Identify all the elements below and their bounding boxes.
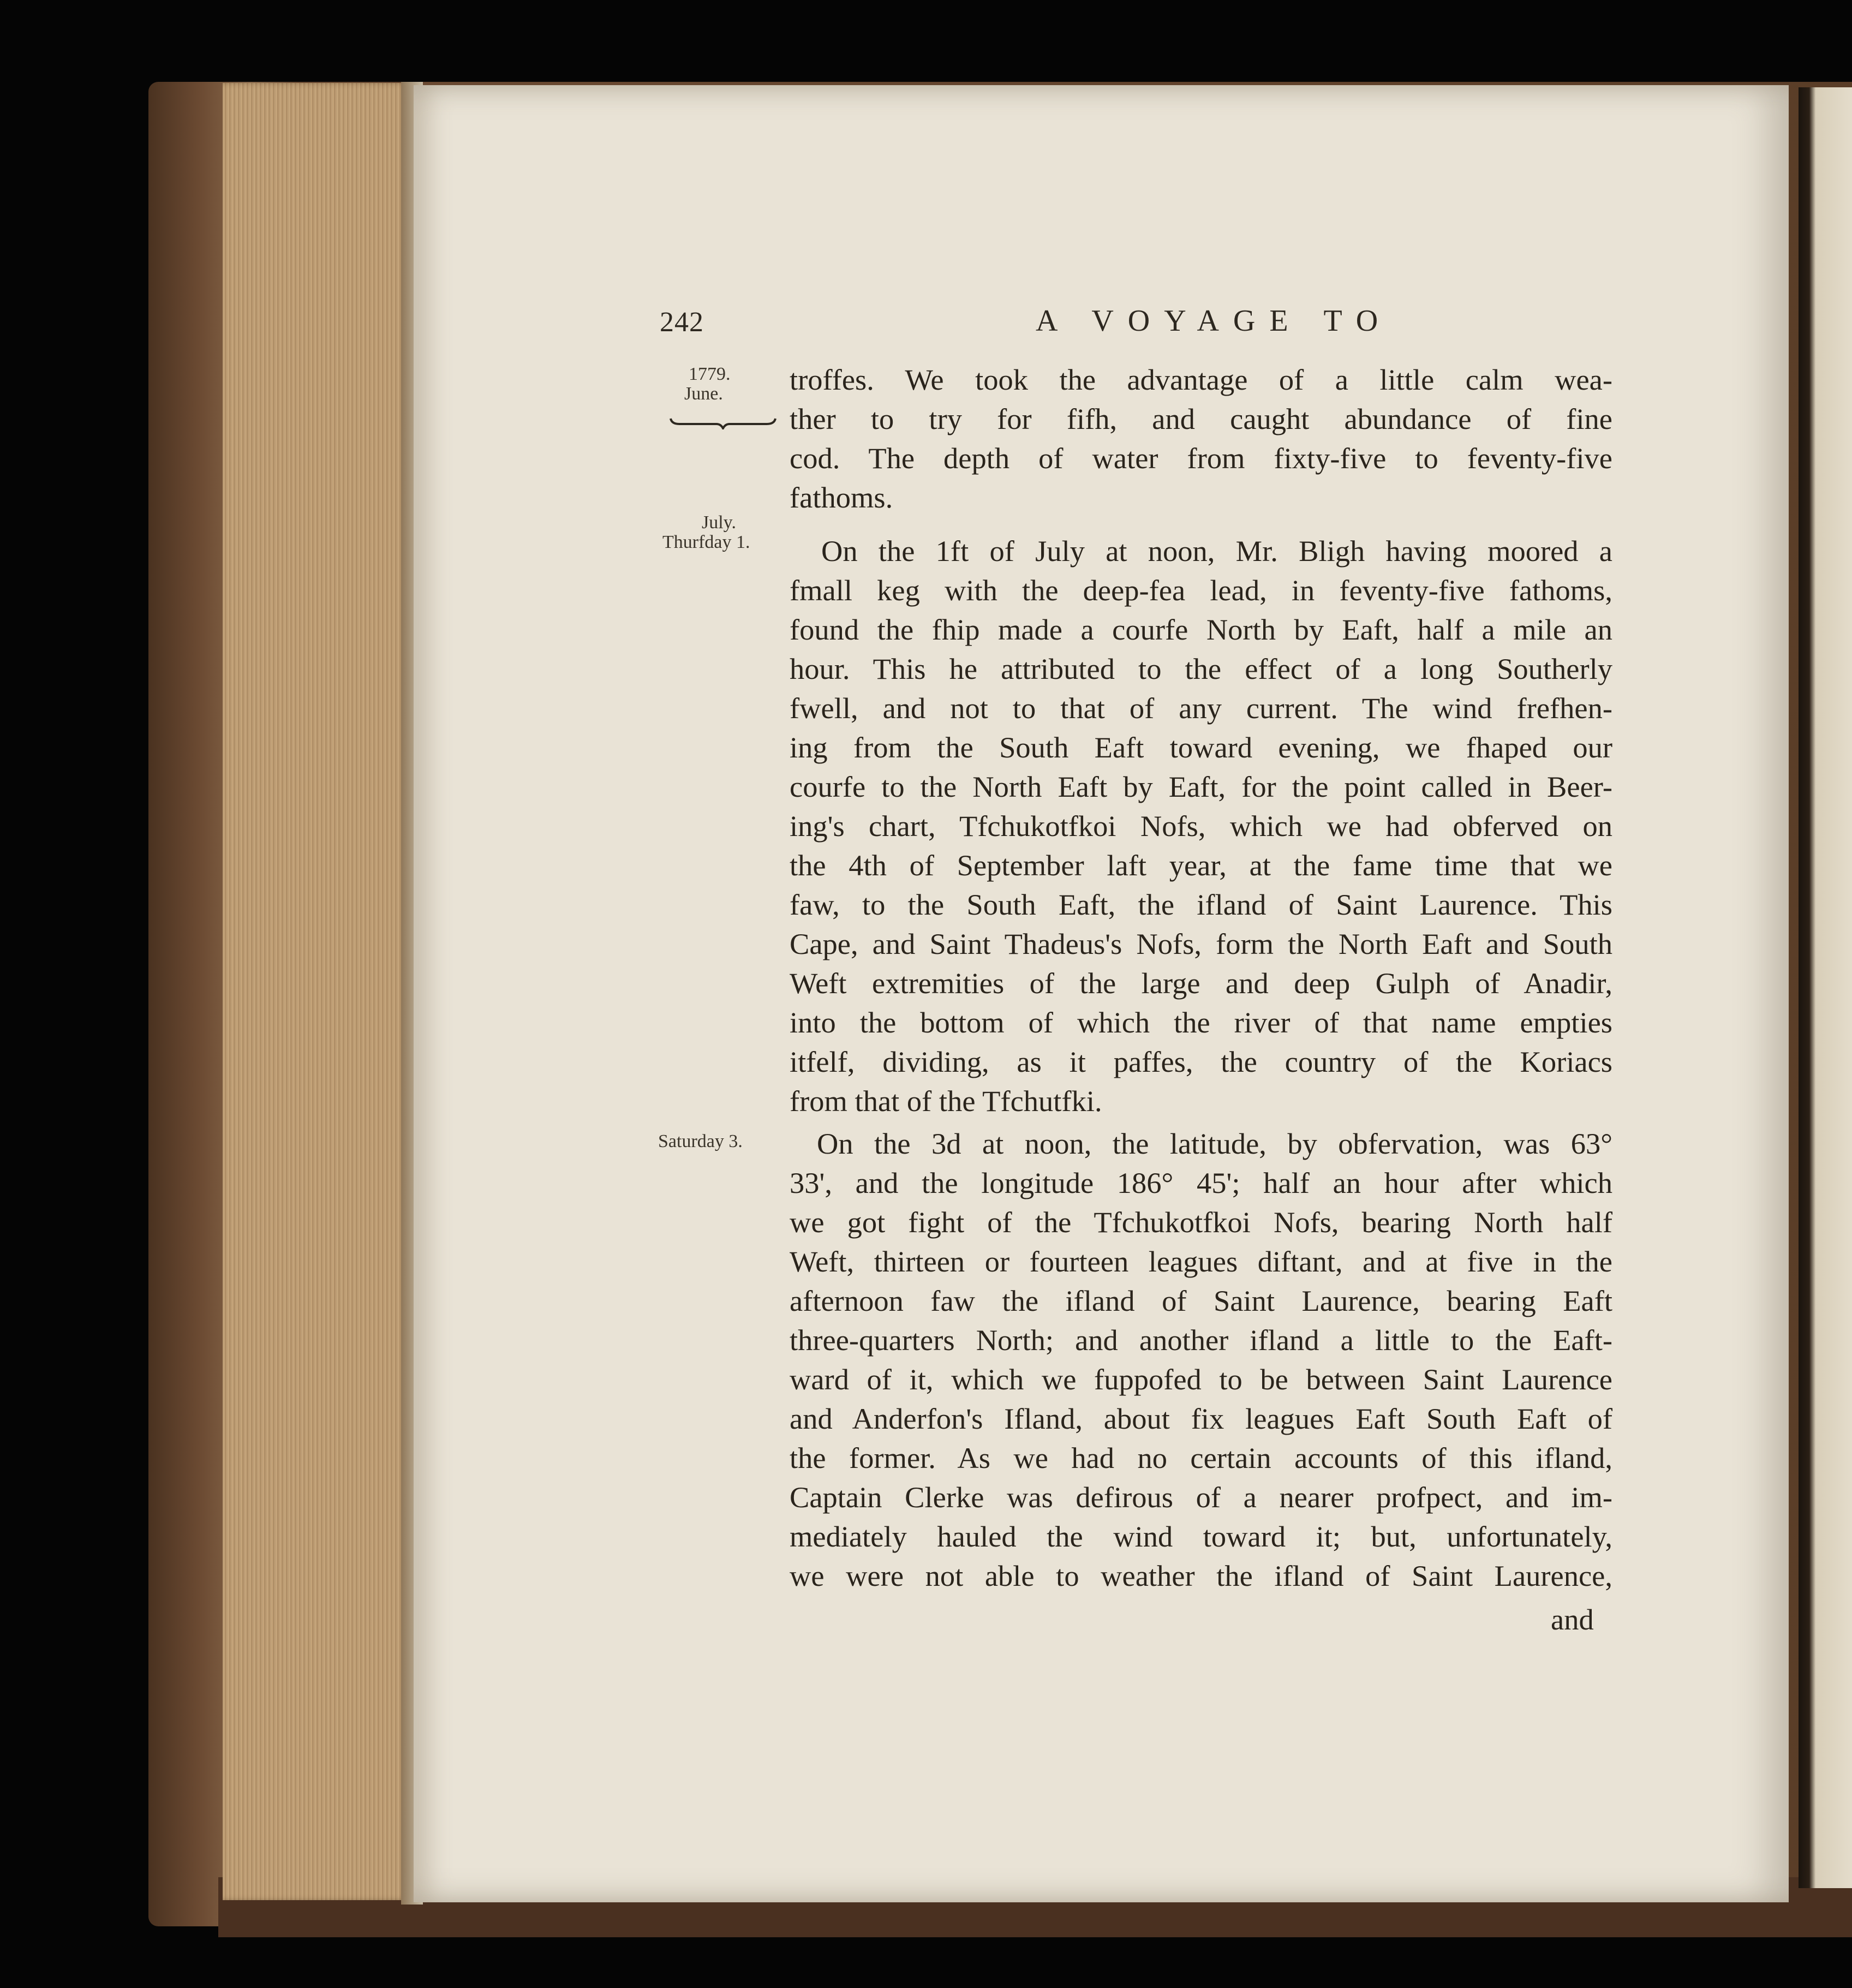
facing-page-edge: [1799, 87, 1852, 1888]
margin-note-month: June.: [684, 384, 723, 404]
text-line: afternoon faw the ifland of Saint Laurence, bearing Eaft: [790, 1284, 1612, 1317]
text-line: 33', and the longitude 186° 45'; half an hour after which: [790, 1166, 1612, 1199]
text-line: we were not able to weather the ifland of Saint Laurence,: [790, 1559, 1612, 1592]
text-line: ward of it, which we fuppofed to be between Saint Laurence: [790, 1363, 1612, 1396]
margin-note-year: 1779.: [689, 364, 731, 384]
text-line: fwell, and not to that of any current. The wind frefhen-: [790, 691, 1612, 725]
text-line: and Anderfon's Ifland, about fix leagues Eaft South Eaft of: [790, 1402, 1612, 1435]
text-line: found the fhip made a courfe North by Eaft, half a mile an: [790, 613, 1612, 646]
text-line: cod. The depth of water from fixty-five to feventy-five: [790, 441, 1612, 475]
text-line: the former. As we had no certain accounts of this ifland,: [790, 1441, 1612, 1474]
text-line: mediately hauled the wind toward it; but, unfortunately,: [790, 1520, 1612, 1553]
text-line: troffes. We took the advantage of a little calm wea-: [790, 363, 1612, 396]
margin-note-thursday: Thurfday 1.: [662, 532, 750, 552]
text-line: Weft extremities of the large and deep Gulph of Anadir,: [790, 966, 1612, 1000]
text-line: On the 1ft of July at noon, Mr. Bligh having moored a: [821, 534, 1612, 568]
text-line: fathoms.: [790, 481, 893, 514]
text-line: three-quarters North; and another ifland a little to the Eaft-: [790, 1323, 1612, 1357]
text-line: Weft, thirteen or fourteen leagues diftant, and at five in the: [790, 1245, 1612, 1278]
text-line: fmall keg with the deep-fea lead, in feventy-five fathoms,: [790, 574, 1612, 607]
text-line: we got fight of the Tfchukotfkoi Nofs, bearing North half: [790, 1205, 1612, 1239]
page-edges: [223, 83, 414, 1900]
text-line: ther to try for fifh, and caught abundance of fine: [790, 402, 1612, 435]
text-line: courfe to the North Eaft by Eaft, for the point called in Beer-: [790, 770, 1612, 803]
text-line: Captain Clerke was defirous of a nearer profpect, and im-: [790, 1480, 1612, 1514]
text-line: hour. This he attributed to the effect of a long Southerly: [790, 652, 1612, 685]
text-line: from that of the Tfchutfki.: [790, 1084, 1102, 1118]
text-line: faw, to the South Eaft, the ifland of Saint Laurence. This: [790, 888, 1612, 921]
text-line: the 4th of September laft year, at the fame time that we: [790, 849, 1612, 882]
text-line: On the 3d at noon, the latitude, by obfervation, was 63°: [817, 1127, 1612, 1160]
text-line: ing from the South Eaft toward evening, we fhaped our: [790, 731, 1612, 764]
margin-note-saturday: Saturday 3.: [658, 1131, 743, 1151]
margin-brace-icon: [668, 416, 778, 429]
text-line: Cape, and Saint Thadeus's Nofs, form the North Eaft and South: [790, 927, 1612, 960]
text-line: ing's chart, Tfchukotfkoi Nofs, which we had obferved on: [790, 809, 1612, 843]
running-head: A VOYAGE TO: [1036, 304, 1393, 338]
margin-note-july: July.: [702, 512, 736, 533]
catchword: and: [1551, 1603, 1594, 1636]
page-number: 242: [660, 307, 704, 338]
text-line: itfelf, dividing, as it paffes, the country of the Koriacs: [790, 1045, 1612, 1078]
text-line: into the bottom of which the river of that name empties: [790, 1006, 1612, 1039]
